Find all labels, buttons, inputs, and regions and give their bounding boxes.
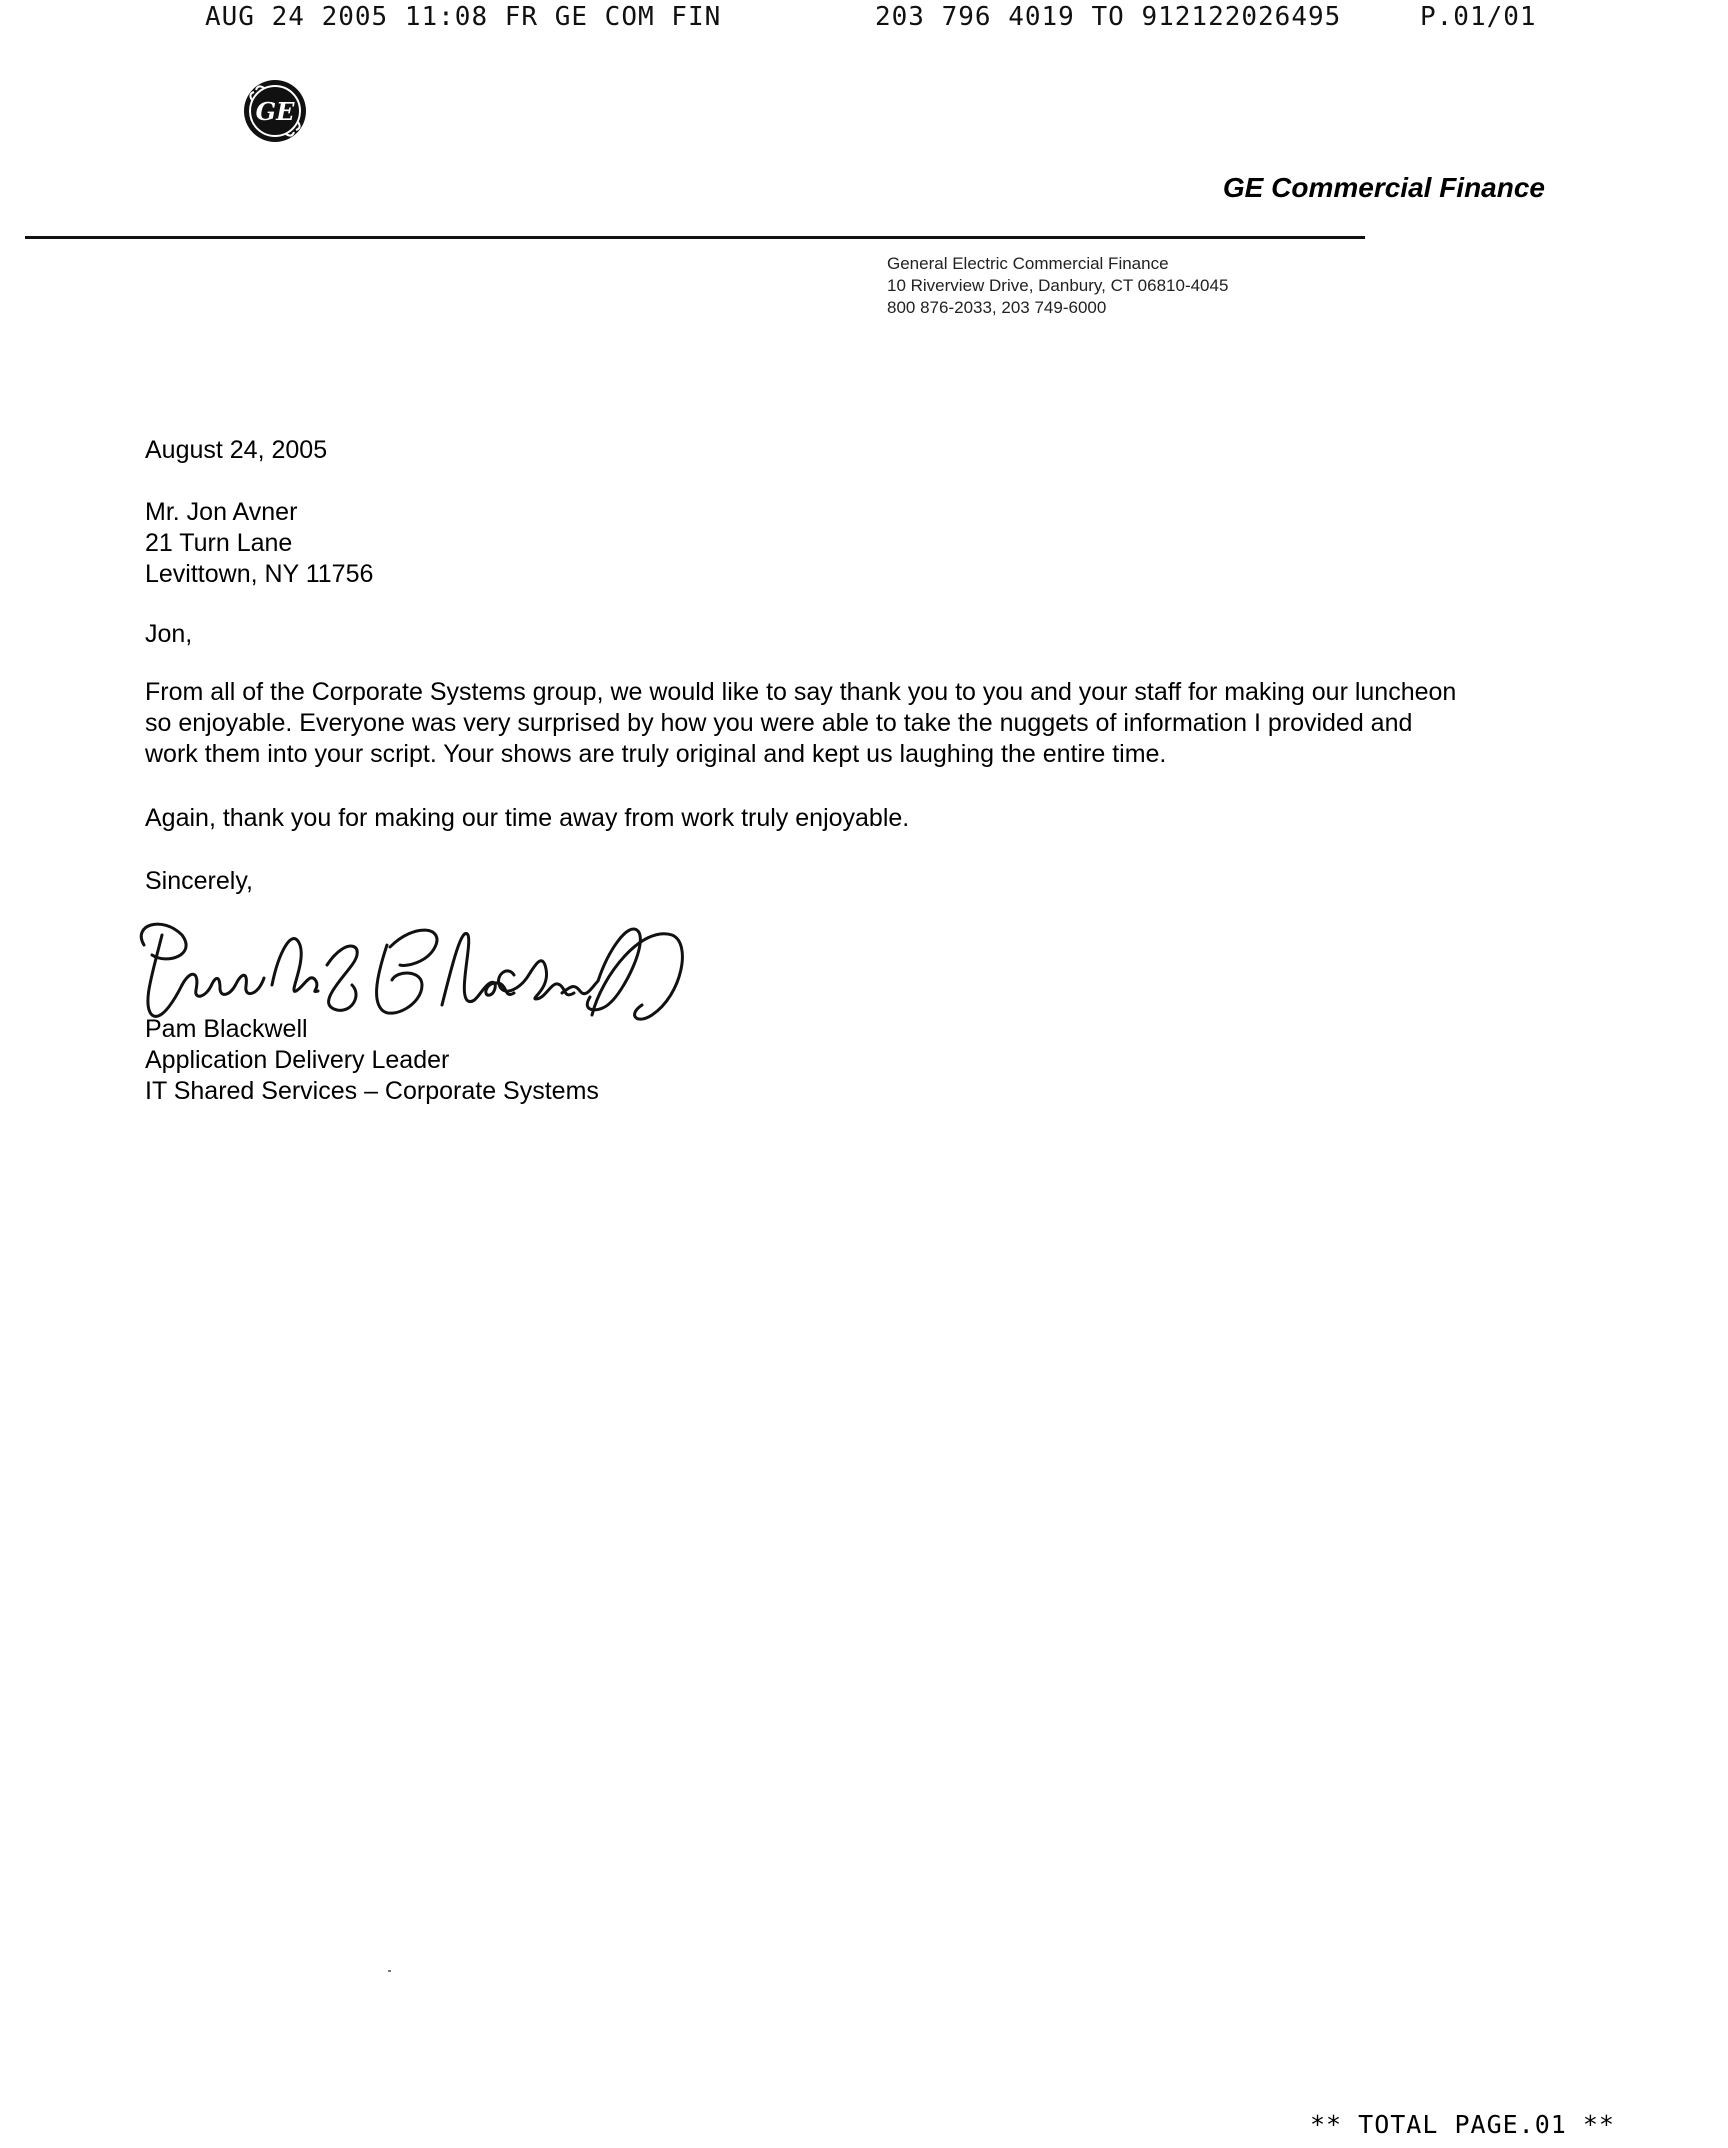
body-line: work them into your script. Your shows are truly original and kept us laughing the entire time. [145, 740, 1167, 768]
scan-speck [388, 1970, 391, 1972]
brand-name: GE Commercial Finance [1222, 172, 1545, 203]
fax-header-page: P.01/01 [1420, 2, 1537, 32]
signature-block [145, 1014, 599, 1107]
salutation: Jon, [145, 620, 193, 648]
closing: Sincerely, [145, 867, 253, 895]
recipient-line: 21 Turn Lane [145, 529, 293, 557]
svg-text:Pamela S Blackwell: Pamela S Blackwell [122, 905, 131, 906]
signer-title: Application Delivery Leader [145, 1046, 450, 1074]
fax-header-sender: AUG 24 2005 11:08 FR GE COM FIN [205, 2, 722, 32]
svg-text:GE: GE [255, 97, 295, 126]
fax-transmission-header [0, 2, 1728, 38]
body-line: From all of the Corporate Systems group, we would like to say thank you to you and your staff for making our luncheon [145, 678, 1457, 706]
recipient-line: Levittown, NY 11756 [145, 560, 374, 588]
address-line: 800 876-2033, 203 749-6000 [887, 298, 1107, 317]
company-address [887, 253, 1228, 319]
fax-total-pages-footer: ** TOTAL PAGE.01 ** [1310, 2110, 1615, 2139]
body-paragraph-2: Again, thank you for making our time away from work truly enjoyable. [145, 804, 910, 832]
signer-department: IT Shared Services – Corporate Systems [145, 1077, 599, 1105]
signer-name: Pam Blackwell [145, 1015, 308, 1043]
address-line: General Electric Commercial Finance [887, 254, 1169, 273]
body-line: so enjoyable. Everyone was very surprised by how you were able to take the nuggets of information I provided and [145, 709, 1413, 737]
fax-header-numbers: 203 796 4019 TO 912122026495 [875, 2, 1342, 32]
body-paragraph-1 [145, 677, 1580, 770]
recipient-line: Mr. Jon Avner [145, 498, 298, 526]
address-line: 10 Riverview Drive, Danbury, CT 06810-4045 [887, 276, 1229, 295]
recipient-address [145, 497, 373, 590]
ge-monogram-logo [242, 78, 308, 144]
letterhead-divider [25, 236, 1365, 239]
letter-date: August 24, 2005 [145, 436, 328, 464]
